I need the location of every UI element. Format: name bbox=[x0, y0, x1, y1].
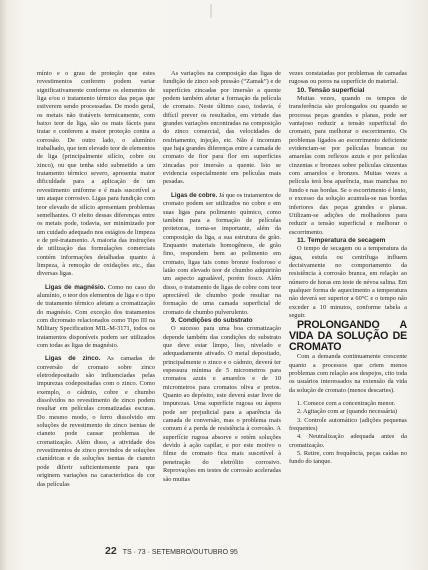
paragraph-zinco bbox=[37, 355, 155, 489]
text-column-3 bbox=[289, 70, 407, 467]
section-heading-tensao: 10. Tensão superficial bbox=[297, 86, 365, 94]
paragraph: O sucesso para uma boa cromatização depende também das condições do substrato que deve estar limpo, liso, nivelado e adequadamente ativado. O metal depositado, principalmente o zinco e o cádmio, deverá ter espessura mínima de 5 micrometros para cromatos azuis e amarelos e de 10 micrometros para cromatos oliva e pretos. Quanto ao depósito, este deverá estar livre de impurezas. Uma superfície rugosa ou áspera pode ser prejudicial para a aparência da camada de conversão, mas o problema mais comum é a perda de resistência à corrosão. A superfície rugosa absorve e retém soluções devido à ação capilar, e por este motivo o filme de cromato fica mais suscetível à penetração do eletrólito corrosivo. Reprovações em testes de corrosão aceleradas são muitas bbox=[163, 325, 281, 483]
paragraph-text: Já que os tratamentos de cromato podem ser utilizados no cobre e em suas ligas para polimento químico, como também para a formação de películas protetoras, torna-se importante, além da composição da liga, a sua estrutura de grão. Enquanto materiais homogêneos, de grão fino, respondem bem ao polimento em cromato, ligas tais como bronze fosforoso e latão com elevado teor de chumbo adquirirão um aspecto agradável, porém fosco. Além disso, o tratamento de ligas de cobre com teor apreciável de chumbo pode resultar na formação de uma camada superficial de cromato de chumbo pulverulento. bbox=[163, 191, 281, 316]
paragraph: vezes constatadas por problemas de camadas rugosas ou poros na superfície do material. bbox=[289, 70, 407, 86]
subheading-zinco: Ligas de zinco. bbox=[45, 355, 101, 363]
paragraph: O tempo de secagem ou a temperatura da água, estufa ou centrífuga influem decisivamente no comportamento da resistência à corrosão branca, em relação ao número de horas em teste de névoa salina. Em qualquer forma de aquecimento a temperatura não deverá ser superior a 60°C e o tempo não exceder a 10 minutos, conforme tabela a seguir. bbox=[289, 245, 407, 319]
paragraph-magnesio bbox=[37, 284, 155, 351]
section-heading-secagem: 11. Temperatura de secagem bbox=[297, 236, 386, 244]
paragraph: Com a demanda continuamente crescente quanto a processos que criem menos problemas com relação aos despejos, cito toda os usuários interessados na extensão da vida da solução de cromato (menos descartes). bbox=[289, 353, 407, 394]
subheading-magnesio: Ligas de magnésio. bbox=[45, 283, 106, 291]
list-item: 3. Controle automático (adições pequenas frequentes) bbox=[289, 416, 407, 433]
list-item: 1. Comece com a concentração menor. bbox=[297, 400, 396, 408]
paragraph: As variações na composição das ligas de fundição de zinco sob pressão (“Zamak”) e de superfícies zincadas por imersão a quente podem também afetar a formação da película de cromato. Neste último caso, todavia, é difícil prever os resultados, em virtude das grandes variações encontradas na composição do zinco comercial, das velocidades de resfriamento, injeção, etc. Não é incomum que haja grandes diferenças entre a camada de cromato de fior para flor em superfícies zincadas por imersão a quente. Isto se evidencia especialmente em películas mais pesadas. bbox=[163, 70, 281, 186]
paragraph-cobre bbox=[163, 192, 281, 317]
paragraph-text: As camadas de conversão de cromato sobre zinco eletrodepositado são influenciadas pelas impurezas codepositadas com o zinco. Como exemplo, o cádmio, cobre e chumbo dissolvidos no revestimento de zinco podem resultar em películas cromatizadas escuras. Do mesmo modo, o ferro dissolvido em soluções de revestimento de zinco isentas de cianeto pode causar problemas de cromatização. Além disso, a atividade dos revestimentos de zinco provindos de soluções cianídricas e de soluções isentas de cianeto pode diferir suficientemente para que originem variações na característica de cor das películas bbox=[37, 355, 155, 488]
page-footer bbox=[105, 545, 345, 557]
list-item: 4. Neutralização adequada antes da cromatização. bbox=[289, 433, 407, 449]
list-item: 2. Agitação com ar (quando necessária) bbox=[297, 408, 398, 416]
paragraph-text: Como no caso do alumínio, o teor dos elementos de liga e o tipo de tratamento térmico afetam a cromatização do magnésio. Com exceção dos tratamentos com dicromato relacionados como Tipo III na Military Specification MIL-M-3171, todos os tratamentos disponíveis podem ser utilizados com todas as ligas de magnésio. bbox=[37, 283, 156, 349]
paragraph: Muitas vezes, quando os tempos de transferência são prolongados ou quando se processa peças grandes e planas, pode ser vantajoso reduzir a tensão superficial do cromato, para melhorar o escorrimento. Os problemas ligados ao escorrimento deficiente evidenciam-se por películas brancas ou amarelas com reflexos azuis e por películas cinzentas e bronzes sobre películas cinzentas com amarelos e bronzes. Muitas vezes a película terá boa aparência, mas manchas no fundo e nas bordas. Se o escorrimento é lento, o excesso da solução acumula-se nas bordas inferiores das peças grandes e planas. Utilizam-se adições de molhadores para reduzir a tensão superficial e melhorar o escorrimento. bbox=[289, 95, 407, 236]
page-number: 22 bbox=[105, 545, 117, 557]
article-heading: PROLONGANDO A VIDA DA SOLUÇÃO DE CROMATO bbox=[289, 319, 407, 354]
section-heading-substrato: 9. Condições do substrato bbox=[171, 316, 253, 324]
page-mark bbox=[210, 4, 212, 18]
page-binding-shadow bbox=[0, 0, 8, 570]
list-item: 5. Retire, com frequência, peças caídas no fundo do tanque. bbox=[289, 450, 407, 466]
text-column-1 bbox=[37, 70, 155, 489]
subheading-cobre: Ligas de cobre. bbox=[171, 191, 218, 199]
journal-issue: TS · 73 · SETEMBRO/OUTUBRO 95 bbox=[122, 549, 238, 556]
paragraph: mínio e o grau de proteção que estes revestimentos conferem podem variar significativamente conforme os elementos de liga e/ou o tratamento térmico das peças que estiverem sendo processadas. De modo geral, os metais não tratáveis termicamente, com baixo teor de liga, são os mais fáceis para tratar e conferem a maior proteção contra a corrosão. De outro lado, o alumínio trabalhado, que tem elevado teor de elementos de liga (principalmente silício, cobre ou zinco), ou que tenha sido submetido a um tratamento térmico severo, apresenta maior dificuldade para a aplicação de um revestimento uniforme e é mais suscetível a um ataque corrosivo. Ligas para fundição com teor elevado de silício apresentam problemas semelhantes. O efeito dessas diferenças entre os metais pode, todavia, ser minimizado por um cuidado adequado nos estágios de limpeza e de pré-tratamento. A maioria das instruções de utilização das formulações comerciais contém informações detalhadas quanto à limpeza, à remoção de oxidações etc., das diversas ligas. bbox=[37, 70, 155, 278]
text-column-2 bbox=[163, 70, 281, 484]
